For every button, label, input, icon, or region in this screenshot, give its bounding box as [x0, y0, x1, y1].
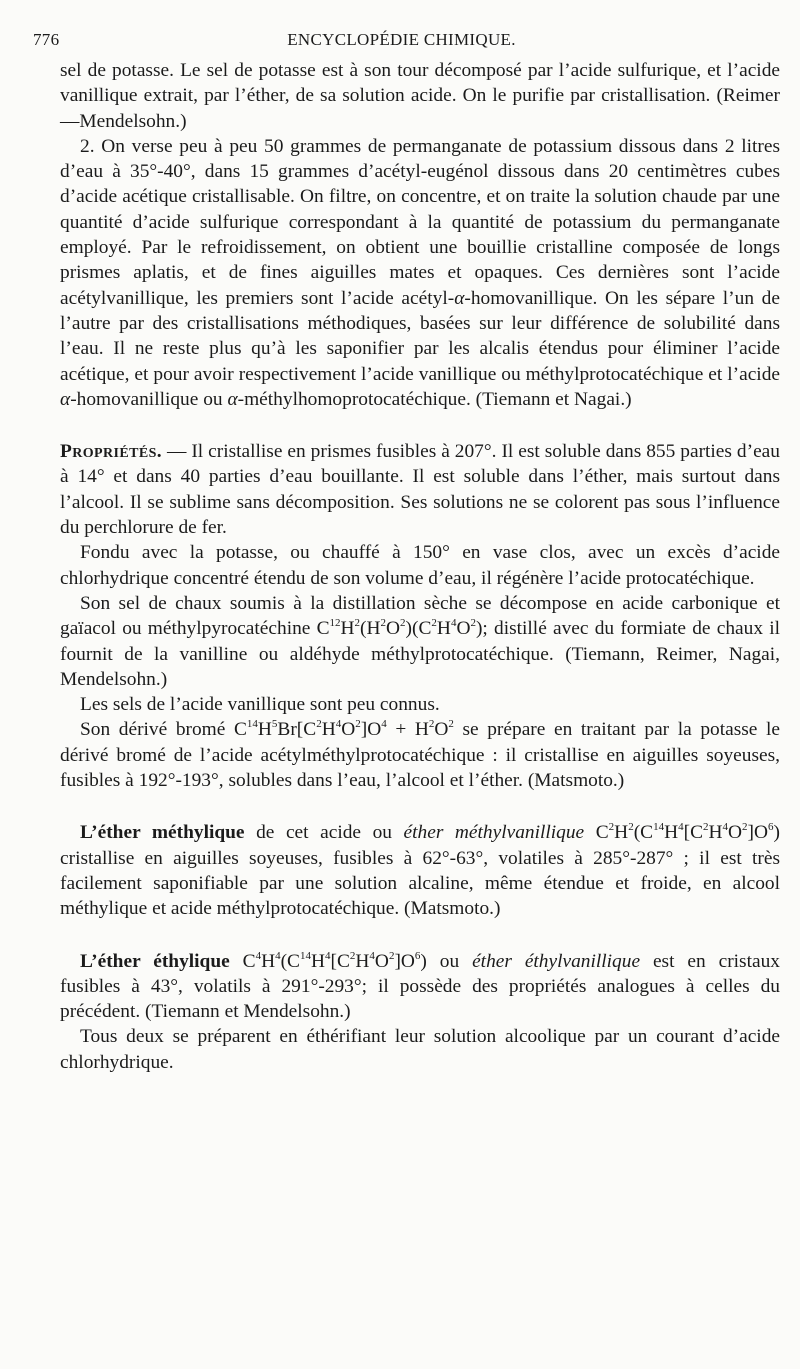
formula-symbol: ]: [360, 719, 368, 741]
alpha-symbol: α: [60, 388, 71, 410]
running-header: [33, 30, 770, 56]
formula-symbol: O: [386, 618, 401, 640]
formula-superscript: 2: [388, 949, 395, 962]
text-segment: — Il cristallise en prismes fusibles à 207°. Il est soluble dans 855 parties d’eau à 14° et dans 40 parties d’eau bouillante. Il est soluble dans l’éther, mais surtout dans l’alcool. Il se sublime sans décomposition. Ses solutions ne se colorent pas sous l’influence du perchlorure de fer.: [60, 441, 780, 539]
formula-superscript: 2: [349, 949, 356, 962]
formula-symbol: O: [434, 719, 449, 741]
formula-symbol: ]: [747, 822, 755, 844]
formula-symbol: (: [412, 618, 419, 640]
formula-symbol: H: [708, 822, 723, 844]
paragraph-proprietes: [60, 439, 780, 540]
italic-term: éther éthylvanillique: [472, 950, 641, 972]
formula-symbol: O: [374, 950, 389, 972]
formula-superscript: 2: [431, 617, 437, 630]
formula-symbol: H: [261, 950, 276, 972]
alpha-symbol: α: [454, 287, 465, 309]
formula-symbol: ]: [394, 950, 401, 972]
formula-symbol: H: [355, 950, 370, 972]
paragraph-ether-methylique: [60, 820, 780, 921]
text-segment: Son dérivé bromé C: [80, 719, 247, 741]
formula-symbol: (: [280, 950, 288, 972]
formula-superscript: 2: [400, 617, 406, 630]
formula-symbol: H: [310, 950, 325, 972]
formula-superscript: 2: [316, 718, 322, 731]
formula-symbol: C: [287, 950, 300, 972]
page-body: [60, 58, 780, 1075]
formula-symbol: H: [614, 822, 629, 844]
formula-superscript: 2: [703, 821, 709, 834]
formula-symbol: O: [400, 950, 415, 972]
formula-symbol: ): [420, 950, 427, 972]
formula-superscript: 4: [678, 821, 684, 834]
formula-superscript: 2: [354, 617, 361, 630]
formula-superscript: 4: [369, 949, 375, 962]
heading-ether-methylique: L’éther méthylique: [80, 822, 245, 844]
paragraph-method-2: [60, 134, 780, 412]
formula-symbol: H: [321, 719, 336, 741]
paragraph-potasse: sel de potasse. Le sel de potasse est à son tour décomposé par l’acide sulfurique, et l’acide vanillique extrait, par l’éther, de sa solution acide. On le purifie par cristallisation. (Reimer—Mendelsohn.): [60, 60, 780, 132]
text-segment: cristallise en aiguilles soyeuses, fusibles à 62°-63°, volatiles à 285°-287° ; il est très facilement saponifiable par une solution alcaline, même étendue et froide, en alcool méthylique et acide méthylprotocatéchique. (Matsmoto.): [60, 847, 780, 920]
formula-superscript: 2: [380, 617, 387, 630]
formula-symbol: [: [296, 719, 304, 741]
formula-symbol: C: [418, 618, 432, 640]
formula-symbol: ): [475, 618, 483, 640]
formula-superscript: 4: [381, 718, 387, 731]
formula-superscript: 6: [768, 821, 774, 834]
paragraph-derive-brome: [60, 717, 780, 793]
text-segment: se prépare en traitant par la potasse le dérivé bromé de l’acide acétylméthylprotocatéchique : il cristallise en aiguilles soyeuses, fusibles à 192°-193°, solubles dans l’eau, l’alcool et l’éther. (Matsmoto.): [60, 719, 780, 792]
formula-symbol: C: [303, 719, 317, 741]
text-segment: 2. On verse peu à peu 50 grammes de permanganate de potassium dissous dans 2 litres d’eau à 35°-40°, dans 15 grammes d’acétyl-eugénol dissous dans 20 centimètres cubes d’acide acétique cristallisable. On filtre, on concentre, et on traite la solution chaude par une quantité d’acide sulfurique correspondant à la quantité de potassium du permanganate employé. Par le refroidissement, on obtient une bouillie cristalline composée de longs prismes aplatis, et de fines aiguilles mates et opaques. Ces dernières sont l’acide acétylvanillique, les premiers sont l’acide acétyl-: [60, 135, 780, 309]
formula-symbol: O: [341, 719, 356, 741]
formula-superscript: 12: [329, 617, 341, 630]
formula-symbol: H: [366, 618, 381, 640]
section-heading-proprietes: Propriétés.: [60, 441, 163, 463]
formula-symbol: C: [690, 822, 704, 844]
text-segment: Son sel de chaux soumis à la distillation sèche se décompose en acide carbonique et gaïacol ou méthylpyrocatéchine C: [60, 592, 780, 640]
formula-superscript: 2: [448, 718, 454, 731]
formula-superscript: 2: [428, 718, 435, 731]
formula-symbol: C: [595, 822, 609, 844]
formula-superscript: 14: [246, 718, 258, 731]
text-segment: -homovanillique. On les sépare l’un de l’autre par des cristallisations méthodiques, basées sur leur différence de solubilité dans l’eau. Il ne reste plus qu’à les saponifier par les alcalis étendus pour éliminer l’acide acétique, et pour avoir respectivement l’acide vanillique ou méthylprotocatéchique et l’acide: [60, 287, 780, 385]
formula-superscript: 4: [255, 949, 262, 962]
running-title: ENCYCLOPÉDIE CHIMIQUE.: [287, 30, 516, 49]
alpha-symbol: α: [227, 388, 238, 410]
text-segment: est en cristaux fusibles à 43°, volatils à 291°-293°; il possède des propriétés analogues à celles du précédent. (Tiemann et Mendelsohn.): [60, 950, 780, 1023]
paragraph-sels: Les sels de l’acide vanillique sont peu connus.: [80, 694, 440, 716]
formula-symbol: ): [773, 822, 780, 844]
formula-symbol: Br: [277, 719, 297, 741]
formula-superscript: 2: [470, 617, 476, 630]
formula-symbol: H: [340, 618, 355, 640]
formula-superscript: 2: [628, 821, 634, 834]
formula-symbol: [: [330, 950, 337, 972]
formula-symbol: +: [386, 719, 415, 741]
formula-superscript: 2: [742, 821, 748, 834]
formula-superscript: 2: [355, 718, 361, 731]
text-segment: de cet acide ou: [244, 822, 404, 844]
text-segment: ; distillé avec du formiate de chaux il fournit de la vanilline ou aldéhyde méthylprotocatéchique. (Tiemann, Reimer, Nagai, Mendelsohn.): [60, 618, 780, 690]
formula-superscript: 6: [414, 949, 421, 962]
formula-symbol: H: [664, 822, 679, 844]
formula-symbol: O: [456, 618, 471, 640]
formula-symbol: C: [640, 822, 654, 844]
formula-symbol: (: [633, 822, 641, 844]
formula-superscript: 14: [653, 821, 665, 834]
formula-superscript: 4: [325, 949, 331, 962]
formula-superscript: 2: [608, 821, 615, 834]
paragraph-tous-deux: Tous deux se préparent en éthérifiant leur solution alcoolique par un courant d’acide chlorhydrique.: [60, 1026, 780, 1073]
text-segment: ou: [426, 950, 473, 972]
formula-symbol: H: [414, 719, 429, 741]
formula-superscript: 4: [275, 949, 281, 962]
formula-symbol: C: [336, 950, 350, 972]
paragraph-fondu: Fondu avec la potasse, ou chauffé à 150° en vase clos, avec un excès d’acide chlorhydrique concentré étendu de son volume d’eau, il régénère l’acide protocatéchique.: [60, 542, 780, 589]
formula-symbol: H: [436, 618, 451, 640]
formula-symbol: H: [257, 719, 272, 741]
paragraph-ether-ethylique: [60, 949, 780, 1025]
formula-superscript: 4: [335, 718, 342, 731]
formula-superscript: 5: [271, 718, 278, 731]
formula-symbol: O: [367, 719, 382, 741]
italic-term: éther méthylvanillique: [403, 822, 585, 844]
paragraph-sel-de-chaux: [60, 591, 780, 692]
page-number: 776: [33, 30, 60, 49]
formula-superscript: 4: [450, 617, 457, 630]
text-segment: -méthylhomoprotocatéchique. (Tiemann et Nagai.): [237, 388, 632, 410]
formula-symbol: O: [728, 822, 743, 844]
formula-symbol: [: [683, 822, 691, 844]
formula-superscript: 14: [299, 949, 311, 962]
formula-symbol: (: [360, 618, 367, 640]
formula-symbol: ): [405, 618, 413, 640]
formula-symbol: O: [754, 822, 769, 844]
formula-superscript: 4: [722, 821, 729, 834]
text-segment: -homovanillique ou: [70, 388, 228, 410]
formula-symbol: C: [242, 950, 256, 972]
heading-ether-ethylique: L’éther éthylique: [80, 950, 230, 972]
